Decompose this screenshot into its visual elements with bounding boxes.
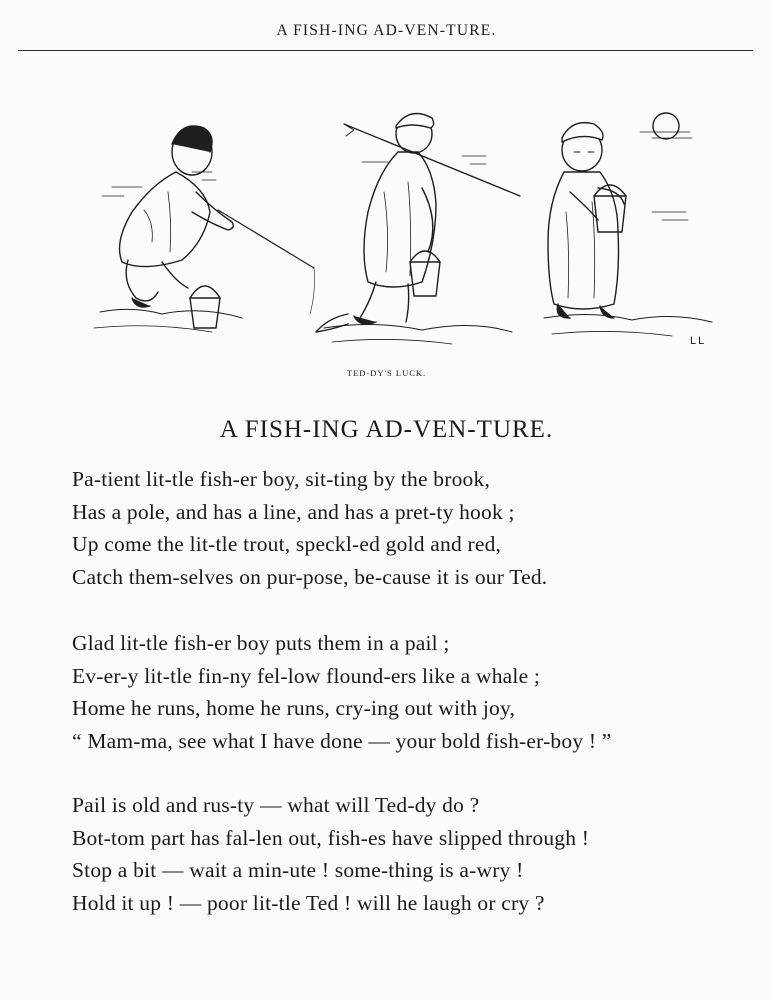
- poem-line: Ev-er-y lit-tle fin-ny fel-low flound-ers like a whale ;: [72, 663, 541, 688]
- poem-line: Glad lit-tle fish-er boy puts them in a pail ;: [72, 631, 450, 655]
- running-head: A FISH-ING AD-VEN-TURE.: [276, 22, 497, 39]
- poem-line: “ Mam-ma, see what I have done — your bold fish-er-boy ! ”: [72, 728, 612, 753]
- poem-line: Has a pole, and has a line, and has a pret-ty hook ;: [72, 499, 515, 524]
- poem-line: Catch them-selves on pur-pose, be-cause it is our Ted.: [72, 564, 548, 589]
- teddys-luck-illustration: [92, 92, 732, 362]
- poem-line: Home he runs, home he runs, cry-ing out with joy,: [72, 696, 516, 720]
- poem-title: A FISH-ING AD-VEN-TURE.: [219, 416, 554, 443]
- stanza-1: [72, 463, 762, 593]
- illustration-caption: TED-DY'S LUCK.: [346, 368, 427, 378]
- crouching-fisher-boy-figure: [94, 126, 315, 332]
- poem-line: Bot-tom part has fal-len out, fish-es have slipped through !: [72, 825, 590, 850]
- header-rule: [18, 50, 753, 51]
- poem-line: Stop a bit — wait a min-ute ! some-thing is a-wry !: [72, 858, 524, 882]
- artist-monogram: LL: [690, 335, 707, 347]
- poem-line: Hold it up ! — poor lit-tle Ted ! will he laugh or cry ?: [72, 890, 545, 915]
- stanza-3: [72, 789, 762, 919]
- poem-line: Pail is old and rus-ty — what will Ted-dy do ?: [72, 793, 480, 817]
- boy-inspecting-pail-figure: [544, 113, 712, 336]
- poem-line: Up come the lit-tle trout, speckl-ed gold and red,: [72, 532, 502, 556]
- walking-boy-with-pail-figure: [316, 114, 520, 345]
- stanza-2: [72, 627, 762, 757]
- poem-line: Pa-tient lit-tle fish-er boy, sit-ting by the brook,: [72, 467, 491, 491]
